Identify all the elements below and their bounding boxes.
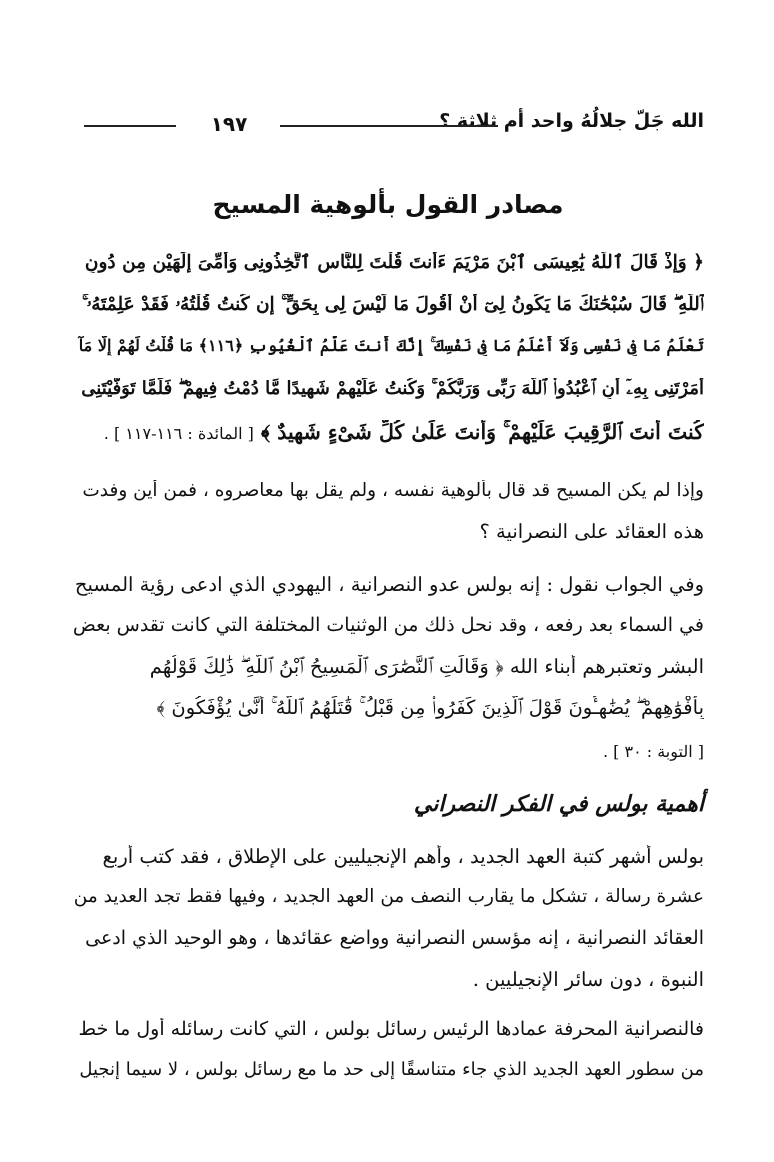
paragraph-line: بولس أشهر كتبة العهد الجديد ، وأهم الإنجيليين على الإطلاق ، فقد كتب أربع <box>102 845 704 868</box>
paragraph-line: هذه العقائد على النصرانية ؟ <box>479 520 704 543</box>
paragraph-line: بِأَفْوَٰهِهِمْ ۖ يُضَٰهِـُٔونَ قَوْلَ ٱلَّذِينَ كَفَرُوا۟ مِن قَبْلُ ۚ قَٰتَلَهُمُ ٱللَّهُ ۚ أَنَّىٰ يُؤْفَكُونَ ﴾ <box>156 696 704 719</box>
paragraph-line: وفي الجواب نقول : إنه بولس عدو النصرانية ، اليهودي الذي ادعى رؤية المسيح <box>74 573 704 596</box>
quran-text: كُنتَ أَنتَ ٱلرَّقِيبَ عَلَيْهِمْ ۚ وَأَنتَ عَلَىٰ كُلِّ شَىْءٍ شَهِيدٌ ﴾ <box>260 420 704 444</box>
paragraph-line: عشرة رسالة ، تشكل ما يقارب النصف من العهد الجديد ، وفيها فقط تجد العديد من <box>73 886 704 907</box>
paragraph-line: وإذا لم يكن المسيح قد قال بألوهية نفسه ، ولم يقل بها معاصروه ، فمن أين وفدت <box>82 480 704 501</box>
verse-reference: [ المائدة : ١١٦-١١٧ ] . <box>103 424 254 443</box>
running-title: الله جَلّ جلالُهُ واحد أم ثلاثة ؟ <box>439 110 704 132</box>
paragraph-line: النبوة ، دون سائر الإنجيليين . <box>472 968 704 991</box>
quran-line: أَمَرْتَنِى بِهِۦٓ أَنِ ٱعْبُدُوا۟ ٱللَّهَ رَبِّى وَرَبَّكُمْ ۚ وَكُنتُ عَلَيْهِمْ شَهِيدًا مَّا دُمْتُ فِيهِمْ ۖ فَلَمَّا تَوَفَّيْتَنِى <box>81 378 704 399</box>
paragraph-line: فالنصرانية المحرفة عمادها الرئيس رسائل بولس ، التي كانت رسائله أول ما خط <box>78 1018 704 1040</box>
quran-line: ﴿ وَإِذْ قَالَ ٱللَّهُ يَٰعِيسَى ٱبْنَ مَرْيَمَ ءَأَنتَ قُلْتَ لِلنَّاسِ ٱتَّخِذُونِى وَأُمِّىَ إِلَٰهَيْنِ مِن دُونِ <box>84 252 704 273</box>
paragraph-line: البشر وتعتبرهم أبناء الله ﴿ وَقَالَتِ ٱلنَّصَٰرَى ٱلْمَسِيحُ ٱبْنُ ٱللَّهِ ۖ ذَٰلِكَ قَوْلُهُم <box>149 655 704 678</box>
header-rule <box>84 125 176 127</box>
header-rule <box>280 125 498 127</box>
quran-line <box>72 420 704 445</box>
paragraph-line: العقائد النصرانية ، إنه مؤسس النصرانية وواضع عقائدها ، وهو الوحيد الذي ادعى <box>85 927 704 949</box>
verse-reference: [ التوبة : ٣٠ ] . <box>602 742 704 761</box>
running-header <box>72 106 704 140</box>
section-heading: مصادر القول بألوهية المسيح <box>212 190 564 219</box>
quran-line: ٱللَّهِ ۖ قَالَ سُبْحَٰنَكَ مَا يَكُونُ لِىٓ أَنْ أَقُولَ مَا لَيْسَ لِى بِحَقٍّ ۚ إِن كُنتُ قُلْتُهُۥ فَقَدْ عَلِمْتَهُۥ ۚ <box>82 294 704 315</box>
subsection-heading: أهمية بولس في الفكر النصراني <box>413 792 704 817</box>
paragraph-line: من سطور العهد الجديد الذي جاء متناسقًا إلى حد ما مع رسائل بولس ، لا سيما إنجيل <box>79 1059 704 1080</box>
page-number: ١٩٧ <box>210 112 248 136</box>
book-page <box>72 0 704 1162</box>
quran-line: تَعْلَمُ مَا فِى نَفْسِى وَلَآ أَعْلَمُ مَا فِى نَفْسِكَ ۚ إِنَّكَ أَنتَ عَلَّٰمُ ٱلْغُيُوبِ ﴿١١٦﴾ مَا قُلْتُ لَهُمْ إِلَّا مَآ <box>78 336 704 355</box>
paragraph-line: في السماء بعد رفعه ، وقد نحل ذلك من الوثنيات المختلفة التي كانت تقدس بعض <box>72 614 704 636</box>
